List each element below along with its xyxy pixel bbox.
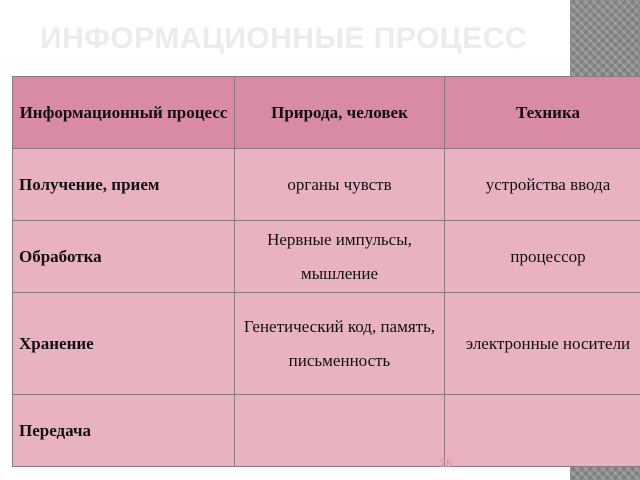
table-row [13,221,640,293]
table-row [13,395,640,467]
nature-cell: органы чувств [235,149,445,221]
nature-cell: Нервные импульсы, мышление [235,221,445,293]
table-row [13,293,640,395]
technology-cell: электронные носители [445,293,640,395]
row-label: Получение, прием [13,149,235,221]
row-label: Обработка [13,221,235,293]
row-label: Хранение [13,293,235,395]
technology-cell: процессор [445,221,640,293]
nature-cell: Генетический код, память, письменность [235,293,445,395]
header-technology: Техника [445,77,640,149]
header-process: Информационный процесс [13,77,235,149]
row-label: Передача [13,395,235,467]
table-header-row [13,77,640,149]
info-processes-table [12,76,640,467]
technology-cell [445,395,640,467]
slide-title-main: ИНФОРМАЦИОННЫЕ ПРОЦЕСС [40,22,528,55]
page-number: 25 [440,458,453,470]
slide-title-tail: Ы [527,22,557,55]
technology-cell: устройства ввода [445,149,640,221]
slide-title [40,22,620,56]
header-nature-human: Природа, человек [235,77,445,149]
table-row [13,149,640,221]
nature-cell [235,395,445,467]
